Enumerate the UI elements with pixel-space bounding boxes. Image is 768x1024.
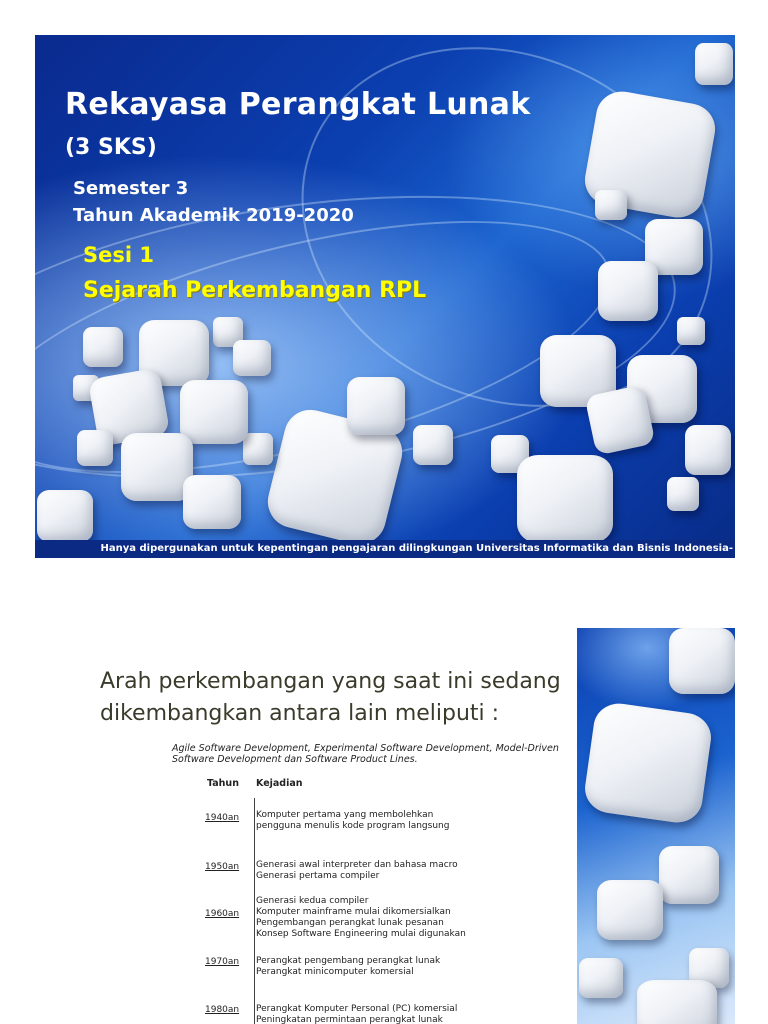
timeline-event: pengguna menulis kode program langsung: [256, 821, 450, 831]
timeline-events: [256, 896, 466, 940]
decorative-cube: [77, 430, 113, 466]
decorative-cube: [517, 455, 613, 543]
session-label: Sesi 1: [83, 243, 154, 267]
title-slide: [35, 35, 735, 558]
slide-title: Rekayasa Perangkat Lunak: [65, 87, 531, 122]
timeline-events: [256, 810, 449, 832]
timeline-event: Perangkat minicomputer komersial: [256, 967, 414, 977]
slide-footer: Hanya dipergunakan untuk kepentingan pengajaran dilingkungan Universitas Informatika dan Bisnis Indonesia-: [35, 540, 735, 558]
timeline-event: Perangkat Komputer Personal (PC) komersial: [256, 1004, 458, 1014]
decorative-cube: [584, 384, 655, 455]
academic-year-label: Tahun Akademik 2019-2020: [73, 205, 354, 226]
decorative-cube: [243, 433, 273, 465]
decorative-cube: [669, 628, 735, 694]
timeline-event: Peningkatan permintaan perangkat lunak: [256, 1015, 443, 1024]
timeline-year: 1980an: [205, 1005, 240, 1015]
decorative-cube: [233, 340, 271, 376]
slide-heading: Arah perkembangan yang saat ini sedang dikembangkan antara lain meliputi :: [100, 669, 561, 726]
timeline-event: Generasi pertama compiler: [256, 871, 380, 881]
timeline-year: 1970an: [205, 957, 240, 967]
decorative-cube: [685, 425, 731, 475]
session-topic: Sejarah Perkembangan RPL: [83, 278, 427, 303]
decorative-cube: [637, 980, 717, 1024]
decorative-cube: [597, 880, 663, 940]
timeline-divider: [254, 798, 255, 1024]
timeline-events: [256, 956, 440, 978]
timeline-event: Komputer pertama yang membolehkan: [256, 810, 434, 820]
timeline-events: [256, 1004, 457, 1024]
timeline-event: Komputer mainframe mulai dikomersialkan: [256, 907, 451, 917]
decorative-cube: [413, 425, 453, 465]
timeline-event: Konsep Software Engineering mulai digunakan: [256, 929, 466, 939]
semester-label: Semester 3: [73, 178, 189, 199]
decorative-cube: [347, 377, 405, 435]
decorative-cube: [180, 380, 248, 444]
decorative-cube: [37, 490, 93, 542]
course-credits: (3 SKS): [65, 135, 157, 160]
decorative-cube: [595, 190, 627, 220]
methods-intro: Agile Software Development, Experimental Software Development, Model-Driven Software Development dan Software Product Lines.: [172, 743, 559, 765]
content-slide: [35, 628, 735, 1024]
decorative-cube: [598, 261, 658, 321]
timeline-event: Perangkat pengembang perangkat lunak: [256, 956, 441, 966]
column-header-year: Tahun: [207, 778, 239, 789]
decorative-cube: [579, 958, 623, 998]
timeline-event: Pengembangan perangkat lunak pesanan: [256, 918, 444, 928]
timeline-year: 1950an: [205, 862, 240, 872]
decorative-cube: [677, 317, 705, 345]
decorative-cube: [695, 43, 733, 85]
timeline-event: Generasi awal interpreter dan bahasa macro: [256, 860, 458, 870]
timeline-event: Generasi kedua compiler: [256, 896, 369, 906]
timeline-year: 1940an: [205, 813, 240, 823]
decorative-cube: [183, 475, 241, 529]
timeline-events: [256, 860, 458, 882]
timeline-year: 1960an: [205, 909, 240, 919]
column-header-event: Kejadian: [256, 778, 303, 789]
decorative-cube: [83, 327, 123, 367]
decorative-cube: [667, 477, 699, 511]
decorative-cube: [659, 846, 719, 904]
